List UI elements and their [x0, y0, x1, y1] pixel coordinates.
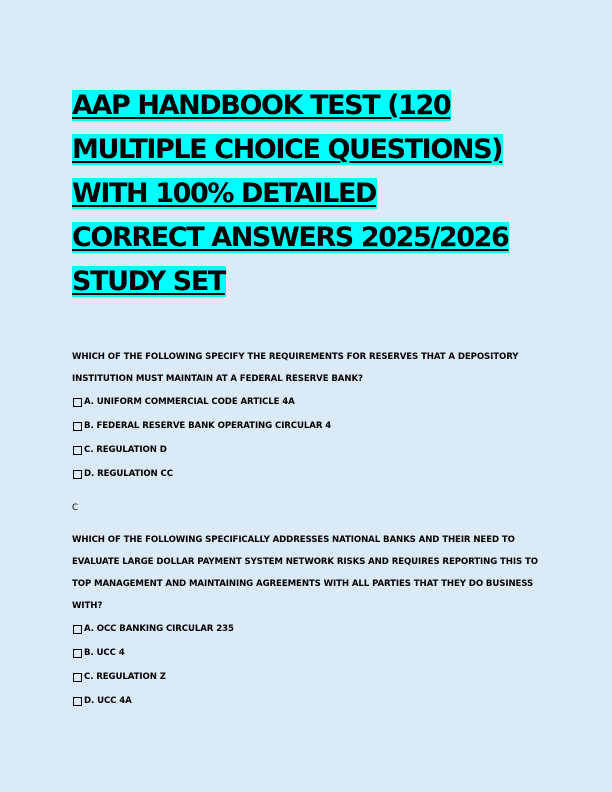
- option-d[interactable]: [72, 462, 548, 486]
- checkbox-icon[interactable]: [73, 697, 82, 706]
- checkbox-icon[interactable]: [73, 649, 82, 658]
- option-label: D. REGULATION CC: [84, 469, 173, 479]
- option-label: A. OCC BANKING CIRCULAR 235: [84, 624, 234, 634]
- checkbox-icon[interactable]: [73, 398, 82, 407]
- document-title: [72, 84, 548, 304]
- title-line: CORRECT ANSWERS 2025/2026: [72, 222, 509, 253]
- option-c[interactable]: [72, 665, 548, 689]
- option-label: C. REGULATION Z: [84, 672, 166, 682]
- option-b[interactable]: [72, 641, 548, 665]
- title-line: WITH 100% DETAILED: [72, 178, 377, 209]
- title-line: MULTIPLE CHOICE QUESTIONS): [72, 134, 503, 165]
- option-label: C. REGULATION D: [84, 445, 167, 455]
- question-1: [72, 346, 548, 519]
- option-d[interactable]: [72, 689, 548, 713]
- checkbox-icon[interactable]: [73, 673, 82, 682]
- document-page: [72, 84, 548, 713]
- option-label: D. UCC 4A: [84, 696, 132, 706]
- option-b[interactable]: [72, 414, 548, 438]
- option-label: A. UNIFORM COMMERCIAL CODE ARTICLE 4A: [84, 397, 295, 407]
- option-c[interactable]: [72, 438, 548, 462]
- checkbox-icon[interactable]: [73, 446, 82, 455]
- question-text: WHICH OF THE FOLLOWING SPECIFICALLY ADDRESSES NATIONAL BANKS AND THEIR NEED TO EVALUATE LARGE DOLLAR PAYMENT SYSTEM NETWORK RISKS AND REQUIRES REPORTING THIS TO TOP MANAGEMENT AND MAINTAINING AGREEMENTS WITH ALL PARTIES THAT THEY DO BUSINESS WITH?: [72, 535, 538, 611]
- question-list: [72, 346, 548, 713]
- question-2: [72, 529, 548, 713]
- option-a[interactable]: [72, 390, 548, 414]
- checkbox-icon[interactable]: [73, 422, 82, 431]
- title-line: STUDY SET: [72, 266, 225, 297]
- title-line: AAP HANDBOOK TEST (120: [72, 90, 451, 121]
- option-a[interactable]: [72, 617, 548, 641]
- answer-text: C: [72, 503, 79, 513]
- checkbox-icon[interactable]: [73, 470, 82, 479]
- checkbox-icon[interactable]: [73, 625, 82, 634]
- option-label: B. FEDERAL RESERVE BANK OPERATING CIRCULAR 4: [84, 421, 332, 431]
- question-text: WHICH OF THE FOLLOWING SPECIFY THE REQUIREMENTS FOR RESERVES THAT A DEPOSITORY INSTITUTION MUST MAINTAIN AT A FEDERAL RESERVE BANK?: [72, 352, 519, 384]
- option-label: B. UCC 4: [84, 648, 125, 658]
